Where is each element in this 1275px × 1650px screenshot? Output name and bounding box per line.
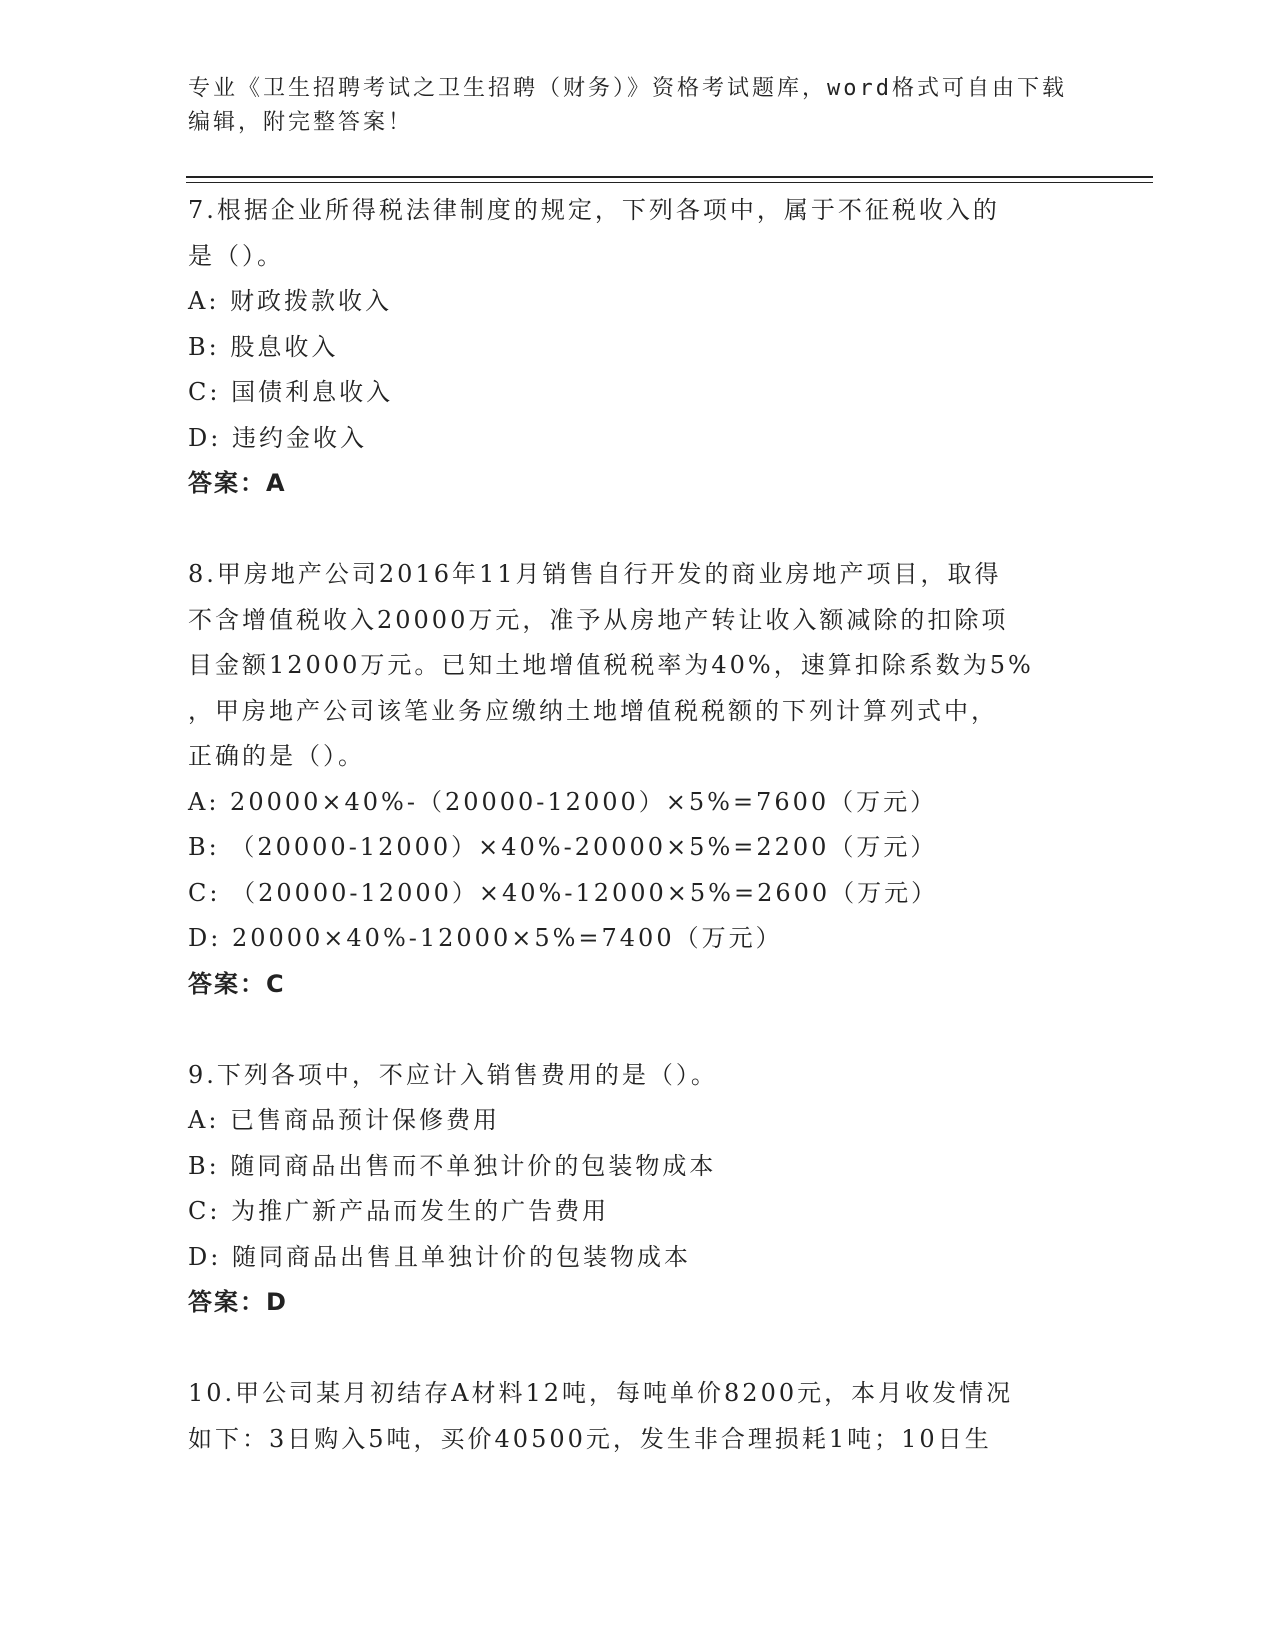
question-stem-line: 8.甲房地产公司2016年11月销售自行开发的商业房地产项目，取得 [188, 560, 1002, 588]
question-block [188, 1371, 1088, 1462]
question-stem-line: 正确的是（）。 [188, 742, 365, 770]
question-stem-line: ，甲房地产公司该笔业务应缴纳土地增值税税额的下列计算列式中， [188, 696, 998, 725]
header-divider-thin [186, 182, 1153, 183]
option-a: A: 财政拨款收入 [188, 287, 393, 315]
answer-label: 答案：D [188, 1288, 288, 1316]
option-a: A: 20000×40%-（20000-12000）×5%=7600（万元） [188, 787, 938, 816]
question-block [188, 552, 1088, 1007]
question-stem-line: 是（）。 [188, 241, 284, 270]
question-stem-line: 7.根据企业所得税法律制度的规定，下列各项中，属于不征税收入的 [188, 196, 1000, 224]
document-header [188, 72, 1088, 140]
question-stem-line: 9.下列各项中，不应计入销售费用的是（）。 [188, 1060, 718, 1089]
option-d: D: 20000×40%-12000×5%=7400（万元） [188, 924, 783, 952]
header-divider [186, 176, 1153, 178]
option-a: A: 已售商品预计保修费用 [188, 1106, 501, 1134]
question-stem-line: 目金额12000万元。已知土地增值税税率为40%，速算扣除系数为5% [188, 651, 1034, 679]
answer-label: 答案：C [188, 969, 286, 998]
question-stem-line: 10.甲公司某月初结存A材料12吨，每吨单价8200元，本月收发情况 [188, 1379, 1014, 1407]
option-b: B: 股息收入 [188, 332, 339, 361]
question-block [188, 188, 1088, 507]
question-block [188, 1053, 1088, 1326]
header-line: 编辑，附完整答案！ [188, 110, 414, 135]
header-line: 专业《卫生招聘考试之卫生招聘（财务）》资格考试题库，word格式可自由下载 [188, 76, 1067, 101]
question-spacer [188, 1007, 1088, 1053]
question-list [188, 188, 1088, 1462]
option-d: D: 随同商品出售且单独计价的包装物成本 [188, 1242, 691, 1271]
option-b: B: （20000-12000）×40%-20000×5%=2200（万元） [188, 833, 938, 861]
option-c: C: 为推广新产品而发生的广告费用 [188, 1197, 610, 1225]
question-stem-line: 如下：3日购入5吨，买价40500元，发生非合理损耗1吨；10日生 [188, 1424, 992, 1453]
option-b: B: 随同商品出售而不单独计价的包装物成本 [188, 1151, 717, 1180]
question-stem-line: 不含增值税收入20000万元，准予从房地产转让收入额减除的扣除项 [188, 605, 1009, 634]
option-d: D: 违约金收入 [188, 423, 367, 452]
answer-label: 答案：A [188, 469, 287, 497]
question-spacer [188, 1326, 1088, 1372]
option-c: C: 国债利息收入 [188, 378, 394, 406]
option-c: C: （20000-12000）×40%-12000×5%=2600（万元） [188, 878, 939, 907]
question-spacer [188, 507, 1088, 553]
